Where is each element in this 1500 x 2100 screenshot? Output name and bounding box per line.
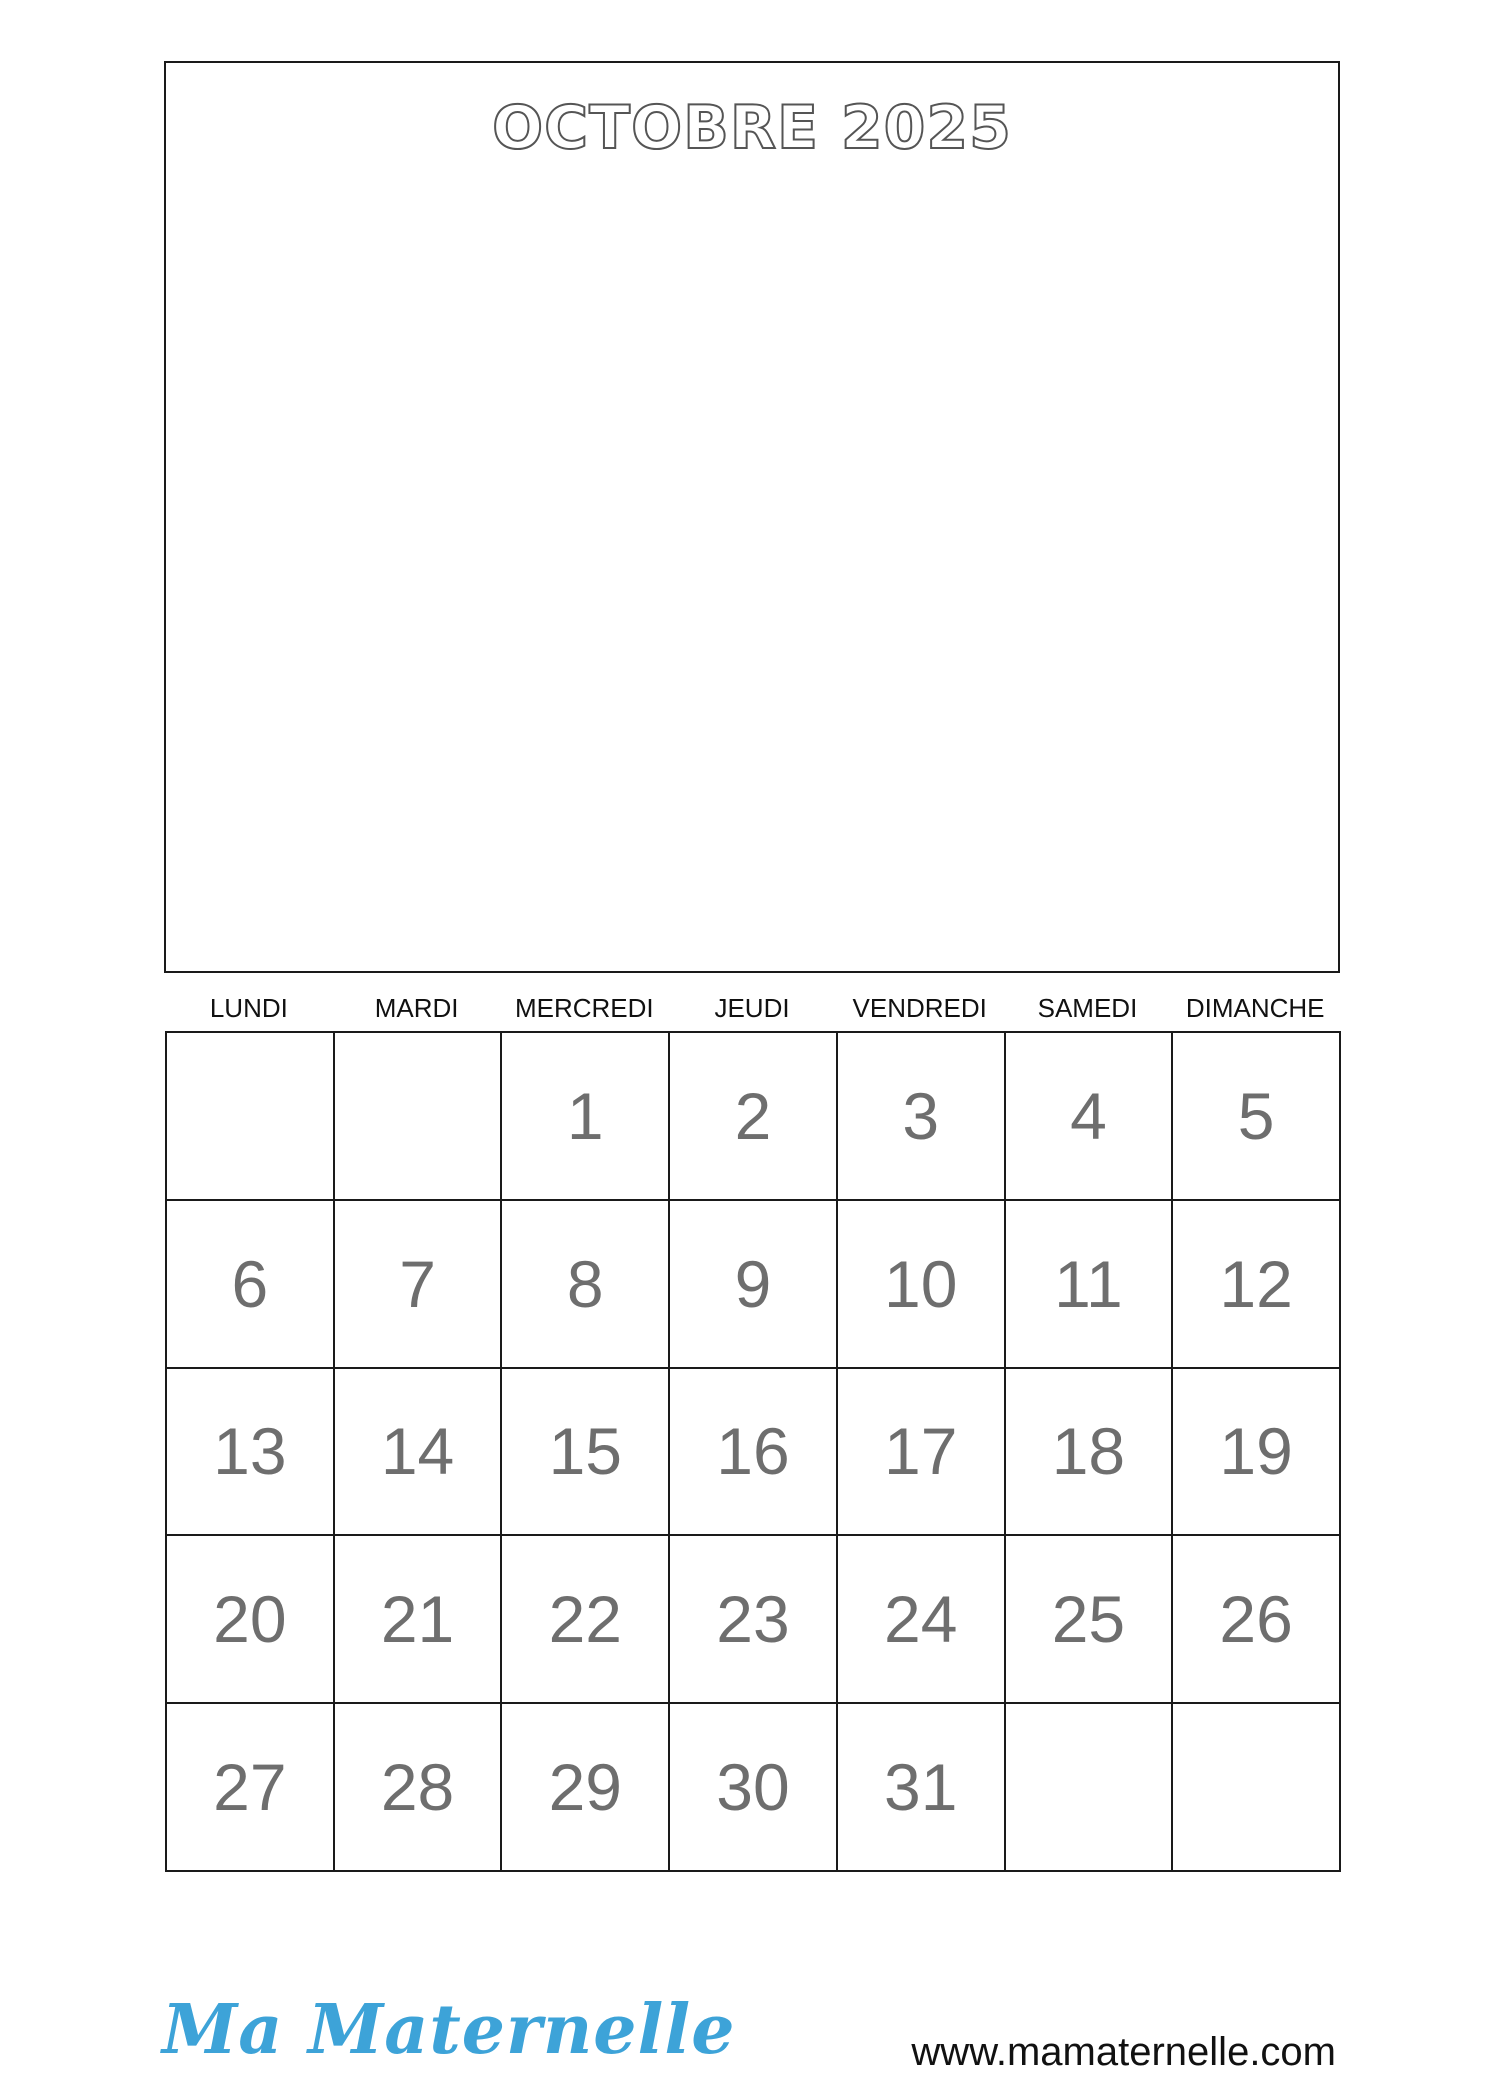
day-cell bbox=[167, 1033, 335, 1201]
day-cell: 21 bbox=[335, 1536, 503, 1704]
day-cell: 13 bbox=[167, 1369, 335, 1537]
weekday-tuesday: MARDI bbox=[374, 993, 459, 1023]
day-cell: 31 bbox=[838, 1704, 1006, 1872]
day-cell: 8 bbox=[502, 1201, 670, 1369]
day-cell: 26 bbox=[1173, 1536, 1341, 1704]
day-cell: 10 bbox=[838, 1201, 1006, 1369]
day-cell: 1 bbox=[502, 1033, 670, 1201]
weekday-friday: VENDREDI bbox=[852, 993, 987, 1023]
day-cell: 25 bbox=[1006, 1536, 1174, 1704]
day-cell: 22 bbox=[502, 1536, 670, 1704]
day-cell: 16 bbox=[670, 1369, 838, 1537]
day-cell: 17 bbox=[838, 1369, 1006, 1537]
day-cell: 11 bbox=[1006, 1201, 1174, 1369]
day-cell bbox=[1173, 1704, 1341, 1872]
day-cell: 9 bbox=[670, 1201, 838, 1369]
weekday-wednesday: MERCREDI bbox=[514, 993, 654, 1023]
website-url[interactable]: www.mamaternelle.com bbox=[911, 2030, 1336, 2074]
day-cell: 4 bbox=[1006, 1033, 1174, 1201]
drawing-area bbox=[164, 61, 1340, 973]
day-cell: 27 bbox=[167, 1704, 335, 1872]
weekday-saturday: SAMEDI bbox=[1037, 993, 1138, 1023]
day-cell: 23 bbox=[670, 1536, 838, 1704]
day-cell: 30 bbox=[670, 1704, 838, 1872]
day-cell: 29 bbox=[502, 1704, 670, 1872]
calendar-grid bbox=[165, 1031, 1341, 1872]
day-cell: 18 bbox=[1006, 1369, 1174, 1537]
day-cell: 7 bbox=[335, 1201, 503, 1369]
day-cell: 14 bbox=[335, 1369, 503, 1537]
day-cell: 5 bbox=[1173, 1033, 1341, 1201]
day-cell: 28 bbox=[335, 1704, 503, 1872]
day-cell: 3 bbox=[838, 1033, 1006, 1201]
month-title: OCTOBRE 2025 bbox=[492, 93, 1012, 163]
weekday-thursday: JEUDI bbox=[714, 993, 790, 1023]
day-cell: 19 bbox=[1173, 1369, 1341, 1537]
weekday-monday: LUNDI bbox=[209, 993, 288, 1023]
day-cell bbox=[335, 1033, 503, 1201]
day-cell bbox=[1006, 1704, 1174, 1872]
day-cell: 2 bbox=[670, 1033, 838, 1201]
day-cell: 24 bbox=[838, 1536, 1006, 1704]
day-cell: 15 bbox=[502, 1369, 670, 1537]
weekday-sunday: DIMANCHE bbox=[1185, 993, 1325, 1023]
ma-maternelle-logo: Ma Maternelle bbox=[162, 1990, 736, 2070]
day-cell: 20 bbox=[167, 1536, 335, 1704]
day-cell: 12 bbox=[1173, 1201, 1341, 1369]
weekday-header-row bbox=[165, 990, 1339, 1026]
day-cell: 6 bbox=[167, 1201, 335, 1369]
